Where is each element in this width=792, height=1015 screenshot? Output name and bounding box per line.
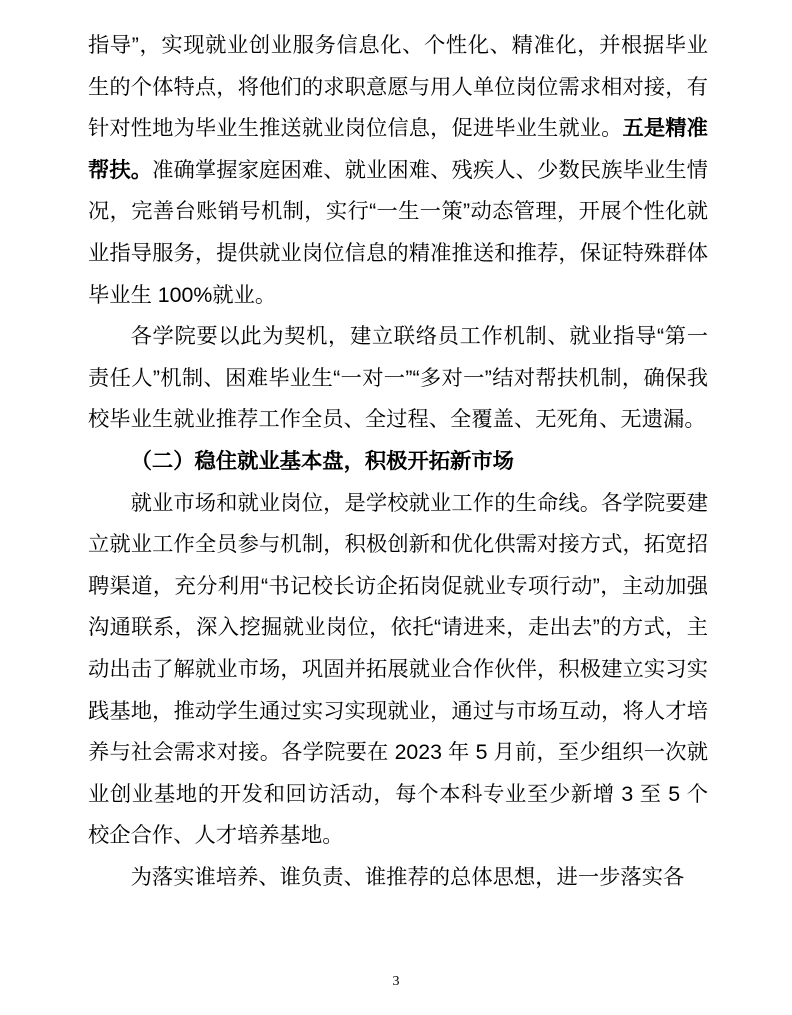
paragraph-linkage-mechanism: [88, 316, 708, 441]
page-number: 3: [392, 974, 400, 989]
text-run: 就业市场和就业岗位，是学校就业工作的生命线。各学院要建立就业工作全员参与机制，积极创新和优化供需对接方式，拓宽招聘渠道，充分利用“书记校长访企拓岗促就业专项行动”，主动加强沟通联系，深入挖掘就业岗位，依托“请进来，走出去”的方式，主动出击了解就业市场，巩固并拓展就业合作伙伴，积极建立实习实践基地，推动学生通过实习实现就业，通过与市场互动，将人才培养与社会需求对接。各学院要在 2023 年 5 月前，至少组织一次就业创业基地的开发和回访活动，每个本科专业至少新增 3 至 5 个校企合作、人才培养基地。: [88, 490, 708, 848]
paragraph-job-market: [88, 483, 708, 857]
text-run: 指导”，实现就业创业服务信息化、个性化、精准化，并根据毕业生的个体特点，将他们的求职意愿与用人单位岗位需求相对接，有针对性地为毕业生推送就业岗位信息，促进毕业生就业。: [88, 33, 708, 141]
page-footer: [0, 972, 792, 990]
text-run: 准确掌握家庭困难、就业困难、残疾人、少数民族毕业生情况，完善台账销号机制，实行“一生一策”动态管理，开展个性化就业指导服务，提供就业岗位信息的精准推送和推荐，保证特殊群体毕业生 100%就业。: [88, 157, 708, 307]
section-heading-2: [88, 441, 708, 483]
paragraph-continuation: [88, 25, 708, 316]
document-body: [88, 25, 708, 898]
bold-text-run: （二）稳住就业基本盘，积极开拓新市场: [130, 448, 514, 473]
paragraph-responsibility: [88, 857, 708, 899]
text-run: 各学院要以此为契机，建立联络员工作机制、就业指导“第一责任人”机制、困难毕业生“一对一”“多对一”结对帮扶机制，确保我校毕业生就业推荐工作全员、全过程、全覆盖、无死角、无遗漏。: [88, 324, 708, 432]
text-run: 为落实谁培养、谁负责、谁推荐的总体思想，进一步落实各: [130, 864, 685, 889]
bold-text-run: 五是精准帮扶。: [88, 116, 708, 182]
